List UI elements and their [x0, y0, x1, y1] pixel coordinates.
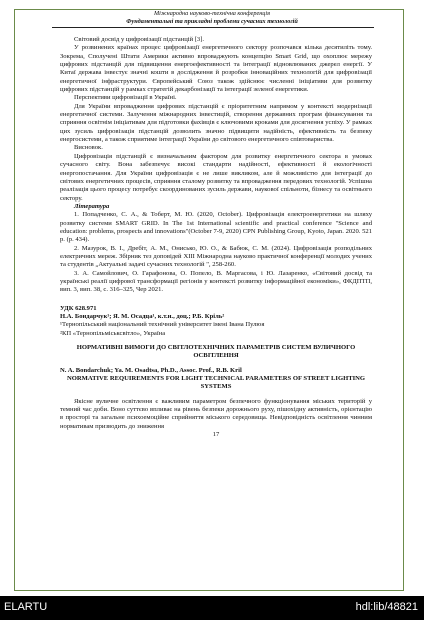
article-title-uk: НОРМАТИВНІ ВИМОГИ ДО СВІТЛОТЕХНІЧНИХ ПАРАМЕТРІВ СИСТЕМ ВУЛИЧНОГО ОСВІТЛЕННЯ: [76, 344, 356, 360]
affiliation: ¹Тернопільський національний технічний університет імені Івана Пулюя: [60, 321, 265, 329]
references-heading: Література: [74, 202, 110, 210]
reference-item: 1. Попадченко, С. А., & Тоберт, М. Ю. (2020, October). Цифровізація електроенергетики на шляху розвитку системи SMART GRID. In The 1st International scientific and practical conference "Science and education: problems, prospects and innovations"(October 7-9, 2020) CPN Publishing Group, Kyoto, Japan. 2020. 521 p. (p. 434).: [60, 211, 372, 244]
article-authors: Н.А. Бондарчук¹; Я. М. Осадца¹, к.т.н., доц.; Р.Б. Кріль²: [60, 313, 225, 320]
spacer: [60, 295, 372, 305]
repository-label: ELARTU: [4, 601, 48, 613]
paragraph: Світовий досвід у цифровізації підстанцій [3].: [74, 36, 205, 43]
page-number: 17: [212, 431, 220, 439]
section-heading: Перспективи цифровізації в Україні.: [74, 94, 177, 102]
article-authors-en: N. A. Bondarchuk; Ya. M. Osadtsa, Ph.D., Assoc. Prof., R.B. Kril: [60, 366, 242, 374]
running-header-title: Фундаментальні та прикладні проблеми сучасних технологій: [126, 18, 298, 25]
paragraph: Цифровізація підстанцій є визначальним фактором для розвитку енергетичного сектора в умовах сучасного світу. Вона забезпечує високі стандарти надійності, ефективності й екологічності енергопостачання. Для України цифровізація є не лише викликом, але й можливістю для інтеграції до світових енергетичних процесів, сприяння сталому розвитку та впровадження передових технологій. Успішна реалізація цього процесу потребує скоординованих зусиль держави, наукової спільноти, бізнесу та освітнього сектору.: [60, 152, 372, 202]
reference-item: 2. Мазурок, В. І., Дребіт, А. М., Онисько, Ю. О., & Бабюк, С. М. (2024). Цифровізація розподільних електричних мереж. Збірник тез доповідей XIII Міжнародна науково практичної конференції молодих учених та студентів „Актуальні задачі сучасних технологій ", 258-260.: [60, 244, 372, 269]
udc-code: УДК 628.971: [60, 304, 97, 312]
section-heading: Висновок.: [74, 144, 103, 152]
running-header-conference: Міжнародна науково-технічна конференція: [154, 10, 270, 17]
page-content: [60, 36, 372, 439]
handle-identifier[interactable]: hdl:lib/48821: [355, 601, 418, 613]
paragraph: Для України впровадження цифрових підстанцій є пріоритетним напрямом у контексті модернізації енергетичної системи. Залучення міжнародних інвестицій, створення державних програм фінансування та сприяння освітнім ініціативам для підготовки фахівців є ключовими кроками для досягнення успіху. У рамках цих зусиль цифровізація підстанцій дозволить значно підвищити надійність, ефективність та безпеку енергосистеми, а також сприятиме інтеграції України до світового енергетичного співтовариства.: [60, 102, 372, 144]
paragraph: У розвинених країнах процес цифровізації енергетичного сектору розпочався кілька десятиліть тому. Зокрема, Сполучені Штати Америки активно впроваджують концепцію Smart Grid, що охоплює мережу цифрових підстанцій для підвищення енергоефективності та інтеграції відновлюваних джерел енергії. У Китаї держава інвестує значні кошти в дослідження й розробки інноваційних технологій для цифровізації енергетичної інфраструктури. Європейський Союз також здійснює численні ініціативи для розвитку цифрових підстанцій у рамках стратегій декарбонізації та інтеграції зеленої енергетики.: [60, 44, 372, 94]
abstract-paragraph: Якісне вуличне освітлення є важливим параметром безпечного функціонування міських територій у темний час доби. Воно суттєво впливає на рівень безпеки дорожнього руху, пішохідну активність, орієнтацію в просторі та загальне психоемоційне сприйняття міського середовища. Невідповідність освітлення чинним нормативам призводить до зниження: [60, 397, 372, 430]
viewer-footer-bar: [0, 596, 424, 620]
header-divider: [52, 27, 374, 28]
reference-item: 3. А. Самойлович, О. Гарафонова, О. Попело, В. Маргасова, і Ю. Лазаренко, «Світовий досвід та українські реалії цифрової трансформації регіонів у контексті розвитку інформаційної економіки», ФКДПТП, вип. 3, вип. 38, с. 316–325, Чер 2021.: [60, 269, 372, 294]
article-title-en: NORMATIVE REQUIREMENTS FOR LIGHT TECHNICAL PARAMETERS OF STREET LIGHTING SYSTEMS: [66, 375, 366, 391]
affiliation: ²КП «Тернопільміськсвітло», Україна: [60, 329, 166, 337]
